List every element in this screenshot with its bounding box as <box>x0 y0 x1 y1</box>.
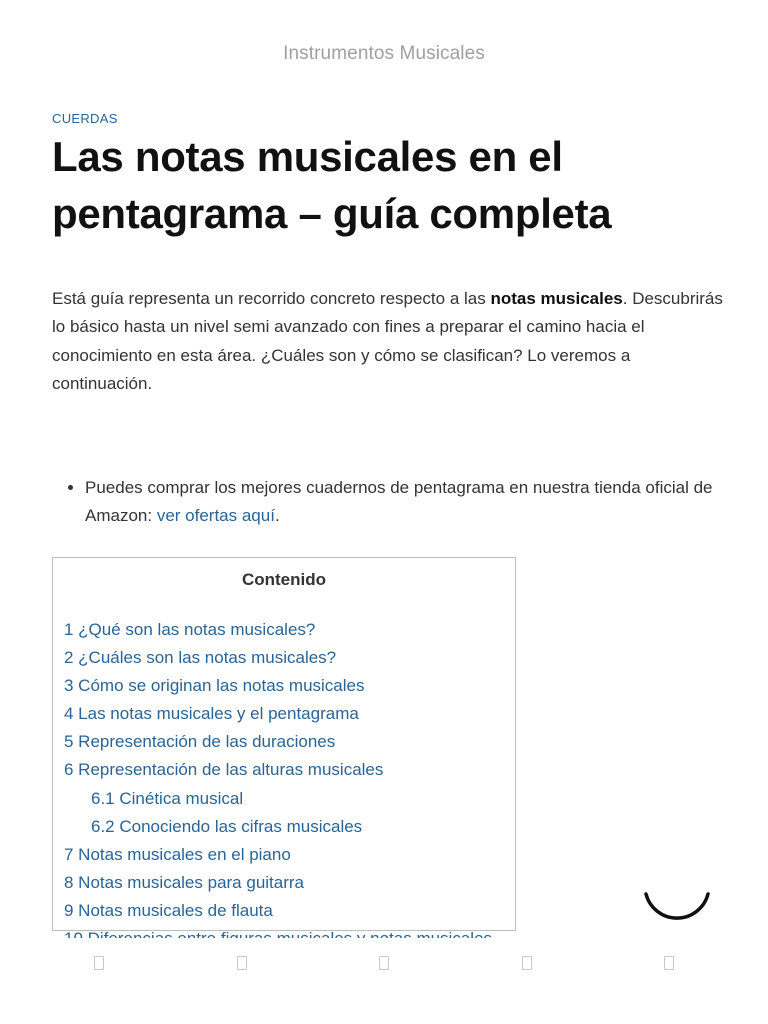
toc-item <box>64 616 515 644</box>
bottom-share-bar <box>52 938 716 988</box>
promo-list <box>52 474 755 531</box>
intro-text-end: . Descubrirás lo básico hasta un nivel semi avanzado con fines a preparar el camino hacia el conocimiento en esta área. ¿Cuáles son y cómo se clasifican? Lo veremos a continuación. <box>52 289 723 393</box>
toc-title: Contenido <box>241 570 327 589</box>
toc-item <box>64 672 515 700</box>
toc-item <box>64 897 515 925</box>
amazon-offers-link[interactable]: ver ofertas aquí <box>156 506 275 526</box>
share-icon[interactable] <box>92 953 106 973</box>
table-of-contents <box>52 557 516 931</box>
share-icon[interactable] <box>377 953 391 973</box>
promo-text: Puedes comprar los mejores cuadernos de pentagrama en nuestra tienda oficial de Amazon: <box>85 478 713 526</box>
share-icon[interactable] <box>235 953 249 973</box>
page-title: Las notas musicales en el pentagrama – guía completa <box>52 133 612 237</box>
toc-subitem <box>64 785 515 813</box>
toc-item <box>64 728 515 756</box>
promo-list-item <box>85 474 755 531</box>
intro-text-start: Está guía representa un recorrido concreto respecto a las <box>52 289 491 308</box>
toc-item <box>64 644 515 672</box>
toc-link-2[interactable]: 2 ¿Cuáles son las notas musicales? <box>64 648 337 668</box>
toc-link-7[interactable]: 7 Notas musicales en el piano <box>64 844 291 864</box>
toc-link-6[interactable]: 6 Representación de las alturas musicales <box>64 760 384 780</box>
toc-link-8[interactable]: 8 Notas musicales para guitarra <box>64 872 305 892</box>
loading-spinner-icon <box>640 858 712 930</box>
intro-bold-keyword: notas musicales <box>490 289 623 308</box>
promo-text-end: . <box>274 506 280 526</box>
toc-link-9[interactable]: 9 Notas musicales de flauta <box>64 900 273 920</box>
toc-item <box>64 756 515 784</box>
toc-link-6-1[interactable]: 6.1 Cinética musical <box>91 788 244 808</box>
site-title[interactable]: Instrumentos Musicales <box>283 43 485 64</box>
share-icon[interactable] <box>662 953 676 973</box>
category-link[interactable]: CUERDAS <box>52 111 118 126</box>
toc-item <box>64 869 515 897</box>
intro-paragraph <box>52 285 732 398</box>
toc-link-5[interactable]: 5 Representación de las duraciones <box>64 732 336 752</box>
toc-link-6-2[interactable]: 6.2 Conociendo las cifras musicales <box>91 816 363 836</box>
toc-list <box>53 604 515 953</box>
toc-item <box>64 841 515 869</box>
toc-subitem <box>64 813 515 841</box>
toc-item <box>64 700 515 728</box>
toc-link-1[interactable]: 1 ¿Qué son las notas musicales? <box>64 620 316 639</box>
toc-link-3[interactable]: 3 Cómo se originan las notas musicales <box>64 676 365 696</box>
toc-link-4[interactable]: 4 Las notas musicales y el pentagrama <box>64 704 359 724</box>
share-icon[interactable] <box>520 953 534 973</box>
